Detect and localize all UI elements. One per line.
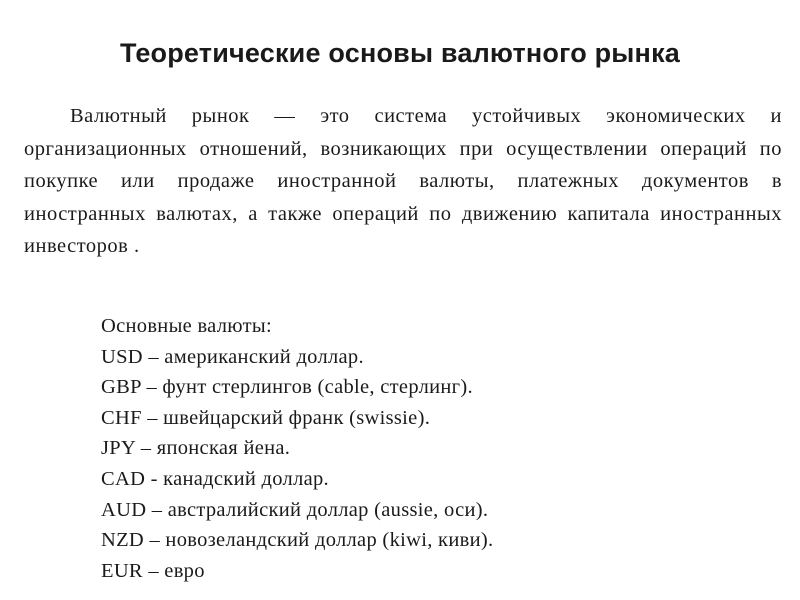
currency-list-heading: Основные валюты:	[101, 315, 272, 337]
currency-item-gbp: GBP – фунт стерлингов (cable, стерлинг).	[101, 376, 473, 399]
currency-item-usd: USD – американский доллар.	[101, 345, 364, 368]
definition-paragraph: Валютный рынок — это система устойчивых экономических и организационных отношений, возникающих при осуществлении операций по покупке или продаже иностранной валюты, платежных документов в иностранных валютах, а также операций по движению капитала иностранных инвесторов .	[24, 105, 782, 258]
currency-list	[101, 311, 741, 586]
currency-item-jpy: JPY – японская йена.	[101, 437, 291, 460]
currency-item-nzd: NZD – новозеландский доллар (kiwi, киви).	[101, 529, 494, 552]
currency-item-chf: CHF – швейцарский франк (swissie).	[101, 406, 431, 429]
slide-title: Теоретические основы валютного рынка	[119, 38, 680, 68]
currency-item-aud: AUD – австралийский доллар (aussie, оси).	[101, 498, 489, 521]
currency-item-cad: CAD - канадский доллар.	[101, 467, 329, 490]
currency-item-eur: EUR – евро	[101, 559, 205, 582]
